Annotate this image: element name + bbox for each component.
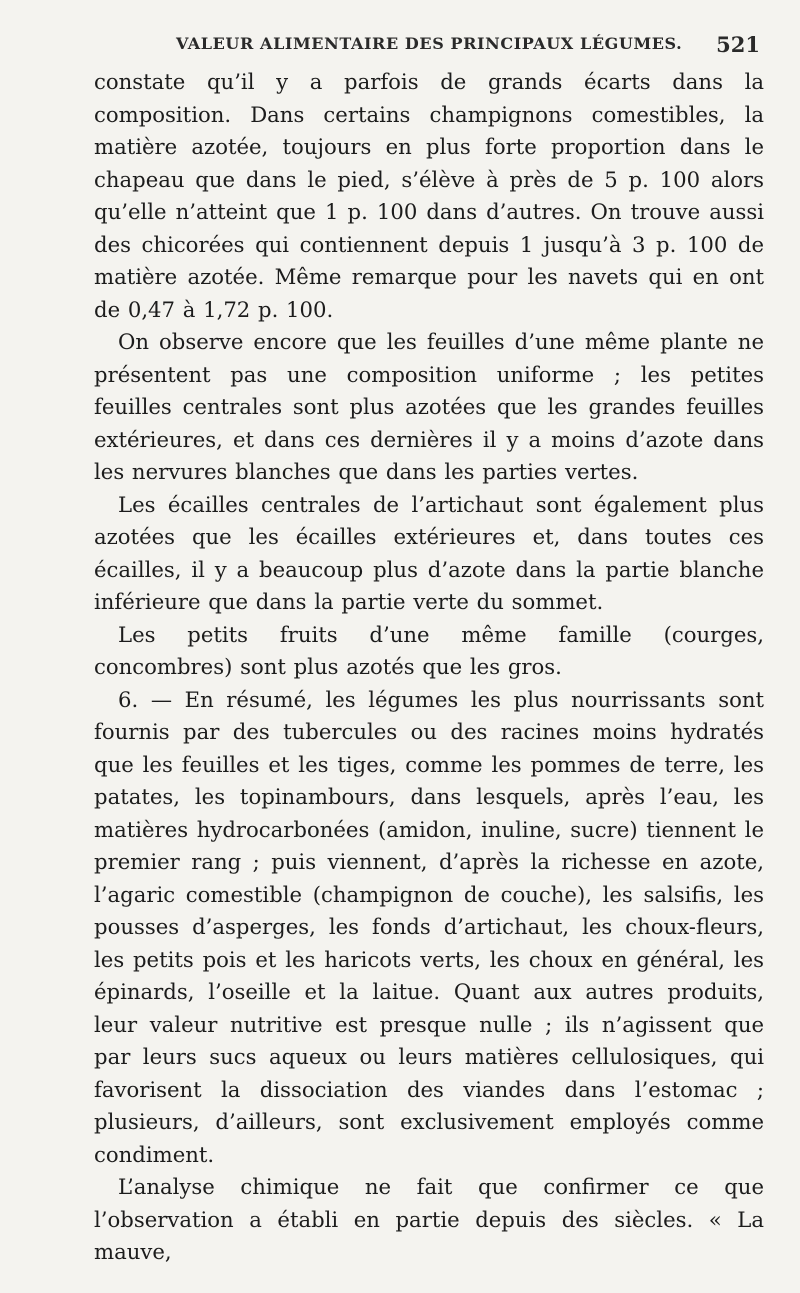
paragraph-small-fruits: Les petits fruits d’une même famille (courges, concombres) sont plus azotés que les gros. bbox=[94, 621, 764, 679]
paragraph-summary: 6. — En résumé, les légumes les plus nourrissants sont fournis par des tubercules ou des racines moins hydratés que les feuilles et les tiges, comme les pommes de terre, les patates, les topinambours, dans lesquels, après l’eau, les matières hydrocarbonées (amidon, inuline, sucre) tiennent le premier rang ; puis viennent, d’après la richesse en azote, l’agaric comestible (champignon de couche), les salsifis, les pousses d’asperges, les fonds d’artichaut, les choux-fleurs, les petits pois et les haricots verts, les choux en général, les épinards, l’oseille et la laitue. Quant aux autres produits, leur valeur nutritive est presque nulle ; ils n’agissent que par leurs sucs aqueux ou leurs matières cellulosiques, qui favorisent la dissociation des viandes dans l’estomac ; plusieurs, d’ailleurs, sont exclusivement employés comme condiment. bbox=[94, 686, 764, 1167]
text-body bbox=[94, 66, 764, 1269]
paragraph-chemical-analysis: L’analyse chimique ne fait que confirmer ce que l’observation a établi en partie depuis des siècles. « La mauve, bbox=[94, 1174, 764, 1264]
paragraph-continuation: constate qu’il y a parfois de grands écarts dans la composition. Dans certains champignons comestibles, la matière azotée, toujours en plus forte proportion dans le chapeau que dans le pied, s’élève à près de 5 p. 100 alors qu’elle n’atteint que 1 p. 100 dans d’autres. On trouve aussi des chicorées qui contiennent depuis 1 jusqu’à 3 p. 100 de matière azotée. Même remarque pour les navets qui en ont de 0,47 à 1,72 p. 100. bbox=[94, 69, 764, 322]
running-title: VALEUR ALIMENTAIRE DES PRINCIPAUX LÉGUMES. bbox=[176, 34, 683, 53]
page-number: 521 bbox=[716, 32, 760, 57]
paragraph-artichoke: Les écailles centrales de l’artichaut sont également plus azotées que les écailles extérieures et, dans toutes ces écailles, il y a beaucoup plus d’azote dans la partie blanche inférieure que dans la partie verte du sommet. bbox=[94, 491, 764, 614]
running-head bbox=[94, 34, 760, 62]
paragraph-leaves: On observe encore que les feuilles d’une même plante ne présentent pas une composition uniforme ; les petites feuilles centrales sont plus azotées que les grandes feuilles extérieures, et dans ces dernières il y a moins d’azote dans les nervures blanches que dans les parties vertes. bbox=[94, 329, 764, 484]
